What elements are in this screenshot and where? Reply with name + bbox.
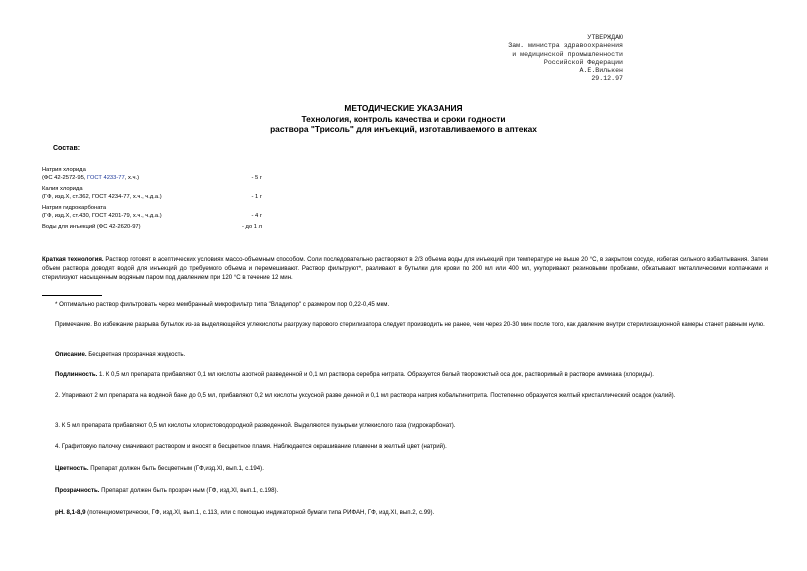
ref-text: , х.ч.) [124, 175, 140, 181]
composition-list [42, 166, 262, 231]
description-paragraph [42, 350, 768, 359]
water-text: Воды для инъекций (ФС 42-2620-97) [42, 224, 141, 230]
clarity-text: Препарат должен быть прозрач ным (ГФ, изд.XI, вып.1, с.198). [99, 487, 279, 494]
title-line-2: Технология, контроль качества и сроки годности [301, 113, 506, 124]
footnote: * Оптимально раствор фильтровать через мембранный микрофильтр типа "Владипор" с размером пор 0,22-0,45 мкм. [55, 301, 390, 308]
ph-paragraph [42, 508, 768, 517]
approval-line: УТВЕРЖДАЮ [587, 34, 623, 41]
clarity-paragraph [42, 486, 768, 495]
composition-amount: - 5 г [251, 175, 262, 181]
ref-text: (ФС 42-2572-95, [42, 175, 88, 181]
composition-amount: - до 1 л [242, 224, 262, 230]
identity-paragraph-2: 2. Упаривают 2 мл препарата на водяной бане до 0,5 мл, прибавляют 0,2 мл кислоты уксусной разве денной и 0,1 мл раствора натрия кобальтинитрита. Постепенно образуется желтый кристаллический осадок (калий). [55, 392, 676, 399]
ref-text: (ГФ, изд.Х, ст.362, ГОСТ 4234-77, х.ч., ч.д.а.) [42, 194, 162, 200]
composition-item-ref [42, 212, 262, 220]
document-title [0, 103, 807, 135]
description-text: Бесцветная прозрачная жидкость. [86, 351, 186, 358]
approval-line: 29.12.97 [591, 75, 623, 83]
approval-line: Российской Федерации [543, 58, 623, 66]
ph-label: рН. 8,1-8,9 [55, 509, 86, 516]
technology-paragraph [42, 255, 768, 282]
identity-paragraph-4: 4. Графитовую палочку смачивают раствором и вносят в бесцветное пламя. Наблюдается окрашивание пламени в желтый цвет (натрий). [55, 443, 447, 450]
note-paragraph: Примечание. Во избежание разрыва бутылок из-за выделяющейся углекислоты разгрузку парового стерилизатора следует производить не ранее, чем через 20-30 мин после того, как давление внутри стерилизационной камеры станет равным нулю. [55, 321, 765, 328]
identity-text-1: 1. К 0,5 мл препарата прибавляют 0,1 мл кислоты азотной разведенной и 0,1 мл раствора серебра нитрата. Образуется белый творожистый оса док, растворимый в растворе аммиака (хлориды). [97, 371, 655, 378]
composition-label: Состав: [53, 145, 81, 152]
title-line-3: раствора "Трисоль" для инъекций, изготавливаемого в аптеках [270, 124, 537, 135]
technology-text: Раствор готовят в асептических условиях массо-объемным способом. Соли последовательно растворяют в 2/3 объема воды для инъекций при температуре не выше 20 °С, в закрытом сосуде, избегая сильного взбалтывания. Затем объем раствора доводят водой для инъекций до требуемого объема и перемешивают. Раствор фильтруют*, разливают в бутылки для крови по 200 мл или 400 мл, укупоривают резиновыми пробками, обкатывают металлическими колпачками и стерилизуют насыщенным водяным паром под давлением при 120 °С в течение 12 мин. [42, 256, 768, 281]
ref-text: (ГФ, изд.Х, ст.430, ГОСТ 4201-79, х.ч., ч.д.а.) [42, 213, 162, 219]
composition-item-name: Натрия гидрокарбоната [42, 205, 107, 211]
ph-text: (потенциометрически, ГФ, изд.XI, вып.1, с.113, или с помощью индикаторной бумаги типа РИФАН, ГФ, изд.XI, вып.2, с.99). [85, 509, 435, 516]
technology-label: Краткая технология. [42, 256, 104, 263]
composition-item-ref [42, 193, 262, 201]
clarity-label: Прозрачность. [55, 487, 100, 494]
approval-line: Зам. министра здравоохранения [508, 42, 623, 50]
gost-link[interactable]: ГОСТ 4233-77 [87, 175, 125, 181]
approval-block [508, 34, 623, 84]
title-line-1: МЕТОДИЧЕСКИЕ УКАЗАНИЯ [344, 103, 463, 113]
identity-paragraph-1 [42, 370, 768, 379]
composition-item-ref [42, 174, 262, 182]
identity-label: Подлинность. [55, 371, 98, 378]
composition-item-name: Натрия хлорида [42, 167, 86, 173]
color-text: Препарат должен быть бесцветным (ГФ,изд.XI, вып.1, с.194). [88, 465, 264, 472]
approval-line: А.Е.Вилькен [579, 67, 623, 75]
color-label: Цветность. [55, 465, 89, 472]
composition-amount: - 4 г [251, 213, 262, 219]
identity-paragraph-3: 3. К 5 мл препарата прибавляют 0,5 мл кислоты хлористоводородной разведенной. Выделяются пузырьки углекислого газа (гидрокарбонат). [55, 422, 456, 429]
composition-water [42, 223, 262, 231]
approval-line: и медицинской промышленности [512, 50, 623, 58]
composition-item-name: Калия хлорида [42, 186, 83, 192]
composition-amount: - 1 г [251, 194, 262, 200]
description-label: Описание. [55, 351, 87, 358]
footnote-divider [42, 295, 102, 296]
color-paragraph [42, 464, 768, 473]
